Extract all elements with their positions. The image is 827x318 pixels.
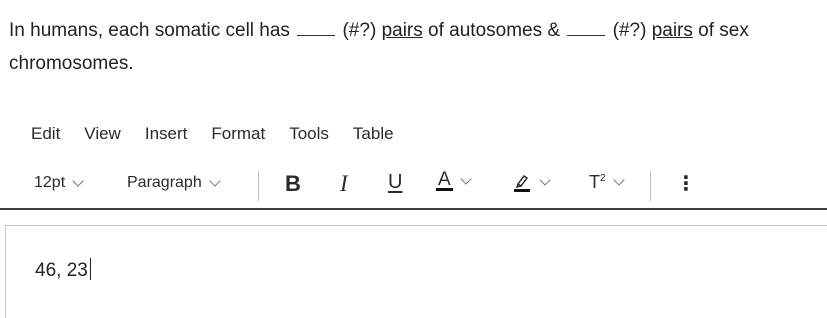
menu-tools[interactable]: Tools (289, 124, 329, 143)
block-format-select[interactable] (127, 174, 219, 192)
menu-table[interactable]: Table (352, 124, 394, 143)
menu-edit[interactable]: Edit (31, 124, 61, 143)
chevron-down-icon (72, 175, 83, 186)
chevron-down-icon (209, 175, 220, 186)
kebab-menu-icon: ⋮ (676, 173, 696, 195)
italic-icon: I (340, 171, 348, 196)
text-caret (90, 258, 92, 280)
chevron-down-icon (539, 174, 550, 185)
question-part: (#?) (342, 20, 377, 41)
question-text (9, 14, 819, 80)
block-format-value: Paragraph (127, 174, 202, 191)
superscript-icon (589, 172, 606, 193)
answer-blank-1 (297, 21, 335, 36)
superscript-base: T (589, 172, 600, 192)
toolbar-divider (650, 171, 651, 201)
toolbar-bottom-border (0, 208, 827, 210)
underline-icon: U (388, 171, 403, 193)
question-part: (#?) (612, 20, 647, 41)
question-part: of autosomes & (428, 20, 561, 41)
question-part: pairs (381, 20, 423, 41)
menu-view[interactable]: View (84, 124, 121, 143)
text-color-icon: A (438, 169, 451, 190)
chevron-down-icon (460, 173, 471, 184)
superscript-button[interactable] (589, 172, 623, 193)
font-size-select[interactable] (34, 174, 82, 192)
chevron-down-icon (613, 174, 624, 185)
text-color-button[interactable] (436, 169, 470, 191)
superscript-exp: 2 (600, 173, 606, 184)
highlight-color-button[interactable] (512, 172, 549, 192)
highlighter-icon (512, 172, 532, 192)
font-size-value: 12pt (34, 174, 66, 191)
bold-icon: B (285, 171, 301, 196)
answer-editor[interactable] (5, 225, 827, 318)
menu-format[interactable]: Format (211, 124, 266, 143)
editor-content[interactable] (35, 258, 91, 282)
italic-button[interactable] (340, 171, 348, 197)
editor-toolbar (0, 166, 827, 206)
menu-insert[interactable]: Insert (144, 124, 188, 143)
underline-button[interactable] (388, 171, 402, 194)
question-part: of sex chromosomes. (9, 20, 749, 74)
question-part: In humans, each somatic cell has (9, 20, 290, 41)
question-part: pairs (651, 20, 693, 41)
answer-text: 46, 23 (35, 260, 88, 281)
editor-menubar (31, 124, 418, 144)
toolbar-divider (258, 171, 259, 201)
answer-blank-2 (567, 21, 605, 36)
bold-button[interactable] (285, 171, 301, 197)
more-options-button[interactable] (676, 171, 696, 196)
